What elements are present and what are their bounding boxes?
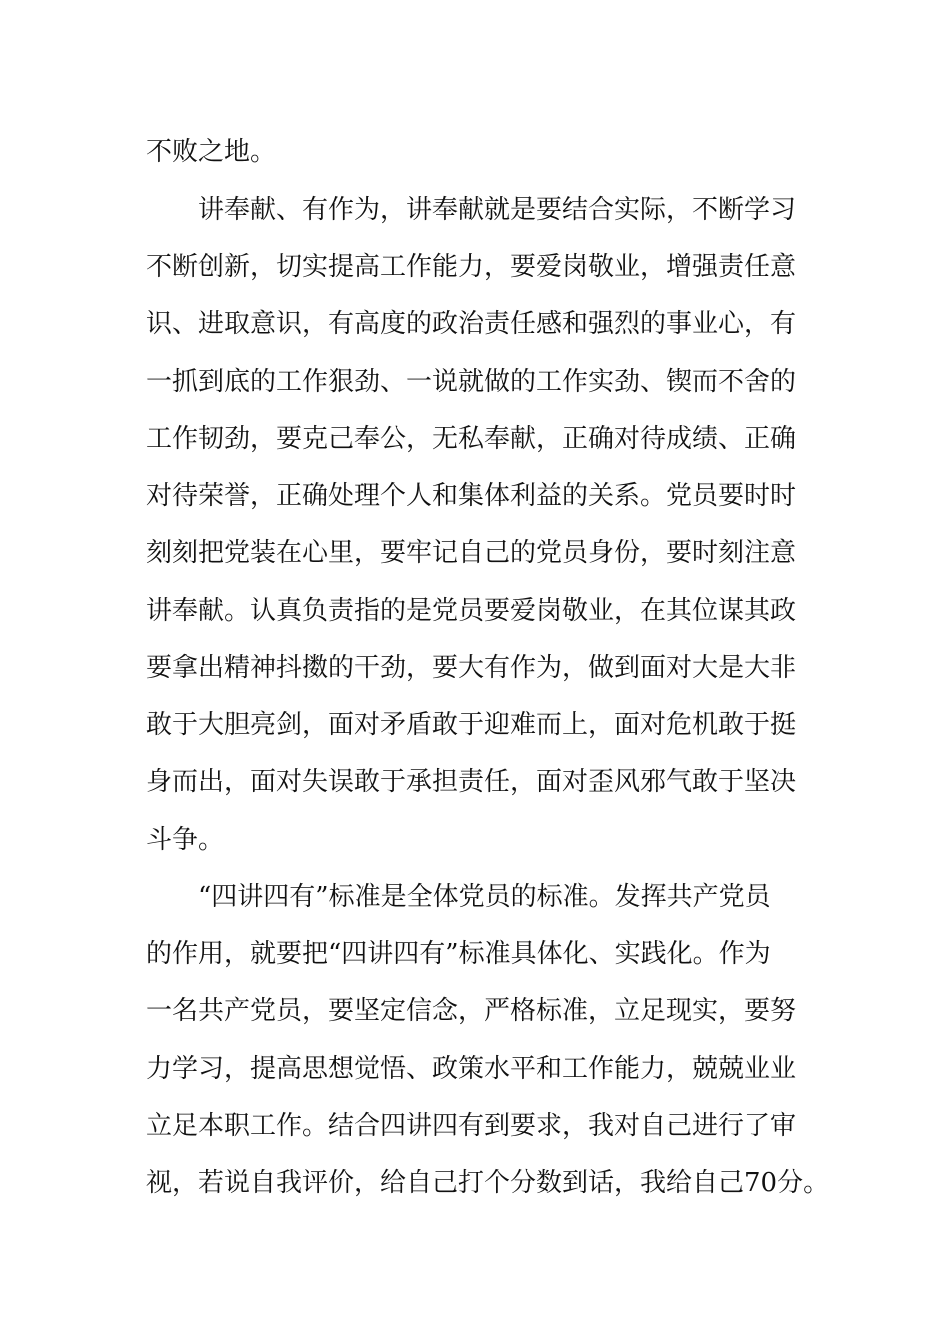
text-line: 视，若说自我评价，给自己打个分数到话，我给自己70分。 xyxy=(146,1168,830,1198)
text-line: 工作韧劲，要克己奉公，无私奉献，正确对待成绩、正确 xyxy=(146,424,797,454)
text-line: 一抓到底的工作狠劲、一说就做的工作实劲、锲而不舍的 xyxy=(146,367,797,397)
text-line: 讲奉献。认真负责指的是党员要爱岗敬业，在其位谋其政 xyxy=(146,596,797,626)
text-line: 一名共产党员，要坚定信念，严格标准，立足现实，要努 xyxy=(146,996,797,1026)
text-line: 立足本职工作。结合四讲四有到要求，我对自己进行了审 xyxy=(146,1111,797,1141)
text-line: “四讲四有”标准是全体党员的标准。发挥共产党员 xyxy=(198,882,771,912)
text-line: 身而出，面对失误敢于承担责任，面对歪风邪气敢于坚决 xyxy=(146,767,797,797)
text-line: 力学习，提高思想觉悟、政策水平和工作能力，兢兢业业 xyxy=(146,1054,797,1084)
text-line: 斗争。 xyxy=(146,825,225,855)
text-line: 要拿出精神抖擞的干劲，要大有作为，做到面对大是大非 xyxy=(146,653,797,683)
text-line: 识、进取意识，有高度的政治责任感和强烈的事业心，有 xyxy=(146,309,797,339)
text-line: 的作用，就要把“四讲四有”标准具体化、实践化。作为 xyxy=(146,939,771,969)
text-line: 不败之地。 xyxy=(146,137,277,167)
text-line: 对待荣誉，正确处理个人和集体利益的关系。党员要时时 xyxy=(146,481,797,511)
text-line: 不断创新，切实提高工作能力，要爱岗敬业，增强责任意 xyxy=(146,252,797,282)
text-line: 敢于大胆亮剑，面对矛盾敢于迎难而上，面对危机敢于挺 xyxy=(146,710,797,740)
text-line: 刻刻把党装在心里，要牢记自己的党员身份，要时刻注意 xyxy=(146,538,797,568)
text-line: 讲奉献、有作为，讲奉献就是要结合实际，不断学习 xyxy=(198,195,797,225)
